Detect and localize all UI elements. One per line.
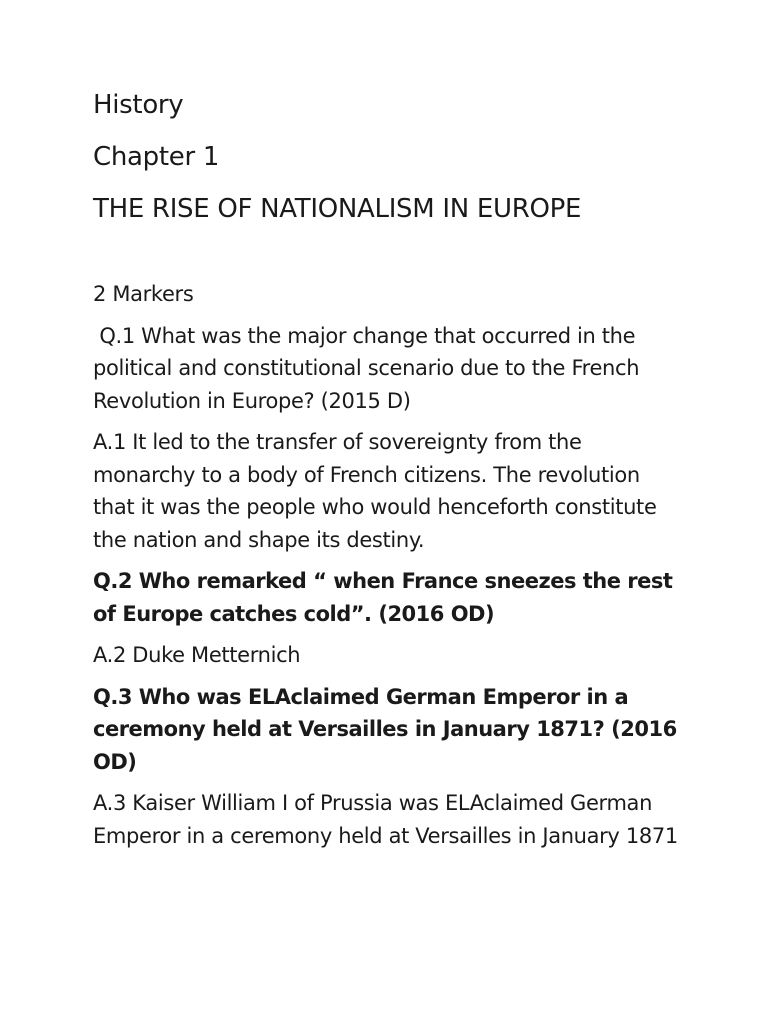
question-1: Q.1 What was the major change that occurred in the political and constitutional scenario due to the French Revolution in Europe? (2015 D) <box>93 323 646 413</box>
chapter-heading: Chapter 1 <box>93 142 220 172</box>
document-page <box>93 90 683 861</box>
answer-2: A.2 Duke Metternich <box>93 643 301 667</box>
question-2: Q.2 Who remarked “ when France sneezes the rest of Europe catches cold”. (2016 OD) <box>93 569 680 626</box>
answer-1: A.1 It led to the transfer of sovereignty from the monarchy to a body of French citizens. The revolution that it was the people who would henceforth constitute the nation and shape its destiny. <box>93 430 663 552</box>
subject-heading: History <box>93 90 184 120</box>
answer-3: A.3 Kaiser William I of Prussia was ELAclaimed German Emperor in a ceremony held at Versailles in January 1871 <box>93 791 678 848</box>
question-3: Q.3 Who was ELAclaimed German Emperor in a ceremony held at Versailles in January 1871? (2016 OD) <box>93 684 684 774</box>
section-label: 2 Markers <box>93 282 194 306</box>
chapter-title: THE RISE OF NATIONALISM IN EUROPE <box>93 194 582 224</box>
